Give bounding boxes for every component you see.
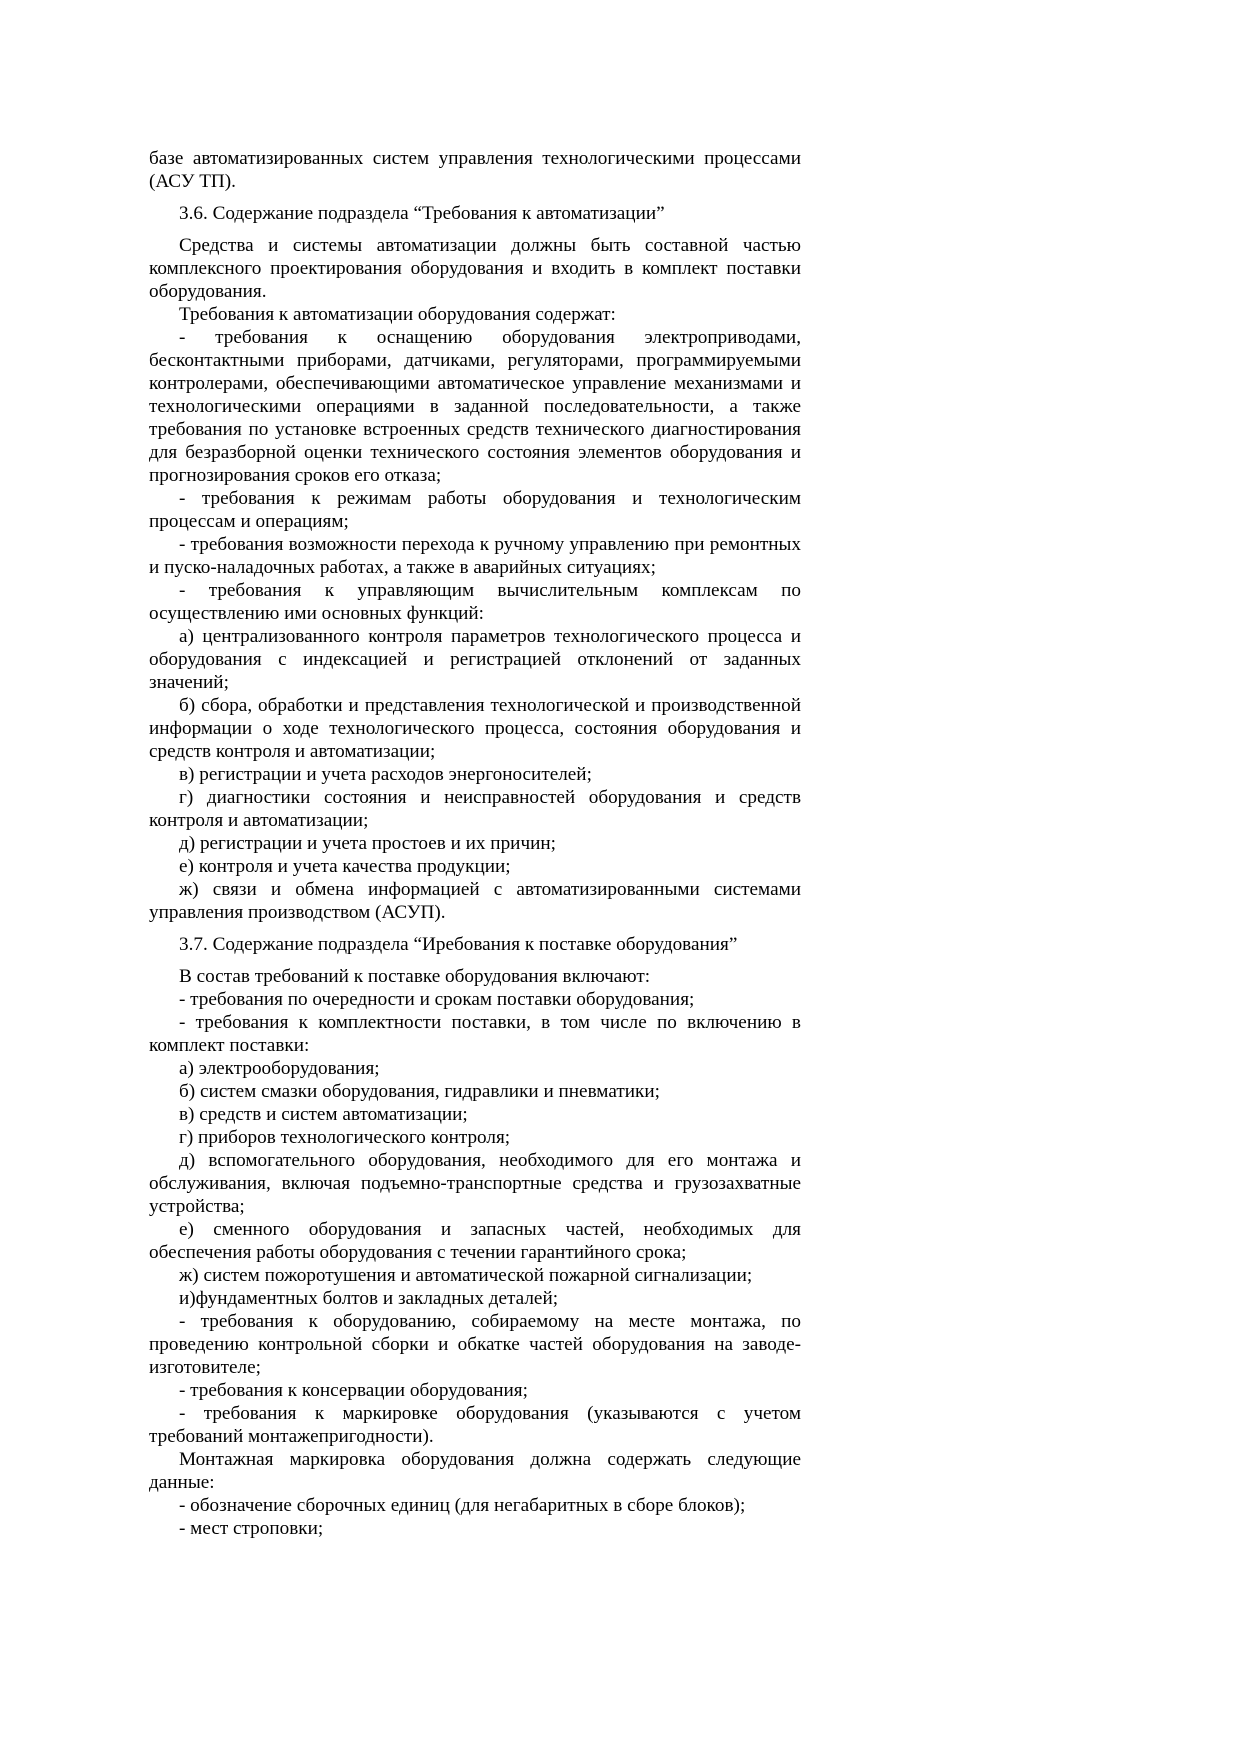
list-item: - требования к комплектности поставки, в том числе по включению в комплект поставки: [149, 1012, 801, 1056]
intro-paragraph: базе автоматизированных систем управления технологическими процессами (АСУ ТП). [149, 148, 801, 192]
list-item: - требования к управляющим вычислительным комплексам по осуществлению ими основных функций: [149, 580, 801, 624]
list-item: в) регистрации и учета расходов энергоносителей; [179, 764, 592, 785]
list-item: д) вспомогательного оборудования, необходимого для его монтажа и обслуживания, включая подъемно-транспортные средства и грузозахватные устройства; [149, 1150, 801, 1217]
list-item: г) диагностики состояния и неисправностей оборудования и средств контроля и автоматизации; [149, 787, 801, 831]
list-item: е) контроля и учета качества продукции; [179, 856, 511, 877]
list-item: - требования возможности перехода к ручному управлению при ремонтных и пуско-наладочных работах, а также в аварийных ситуациях; [149, 534, 801, 578]
paragraph: Средства и системы автоматизации должны быть составной частью комплексного проектирования оборудования и входить в комплект поставки оборудования. [149, 235, 801, 302]
list-item: б) сбора, обработки и представления технологической и производственной информации о ходе технологического процесса, состояния оборудования и средств контроля и автоматизации; [149, 695, 801, 762]
list-item: - требования к оборудованию, собираемому на месте монтажа, по проведению контрольной сборки и обкатке частей оборудования на заводе-изготовителе; [149, 1311, 801, 1378]
list-item: - требования к маркировке оборудования (указываются с учетом требований монтажепригодности). [149, 1403, 801, 1447]
paragraph: В состав требований к поставке оборудования включают: [179, 966, 651, 987]
document-page [149, 147, 801, 1540]
list-item: д) регистрации и учета простоев и их причин; [179, 833, 556, 854]
list-item: - требования к оснащению оборудования электроприводами, бесконтактными приборами, датчиками, регуляторами, программируемыми контролерами, обеспечивающими автоматическое управление механизмами и технологическими операциями в заданной последовательности, а также требования по установке встроенных средств технического диагностирования для безразборной оценки технического состояния элементов оборудования и прогнозирования сроков его отказа; [149, 327, 801, 486]
list-item: и)фундаментных болтов и закладных деталей; [179, 1288, 559, 1309]
paragraph: Монтажная маркировка оборудования должна содержать следующие данные: [149, 1449, 801, 1493]
list-item: ж) связи и обмена информацией с автоматизированными системами управления производством (АСУП). [149, 879, 801, 923]
list-item: ж) систем пожоротушения и автоматической пожарной сигнализации; [179, 1265, 753, 1286]
list-item: е) сменного оборудования и запасных частей, необходимых для обеспечения работы оборудования с течении гарантийного срока; [149, 1219, 801, 1263]
list-item: г) приборов технологического контроля; [179, 1127, 511, 1148]
list-item: б) систем смазки оборудования, гидравлики и пневматики; [179, 1081, 660, 1102]
list-item: а) электрооборудования; [179, 1058, 380, 1079]
section-3-6-heading: 3.6. Содержание подраздела “Требования к автоматизации” [179, 203, 665, 224]
list-item: - требования к режимам работы оборудования и технологическим процессам и операциям; [149, 488, 801, 532]
list-item: - мест строповки; [179, 1518, 324, 1539]
section-3-7-heading: 3.7. Содержание подраздела “Иребования к поставке оборудования” [179, 934, 738, 955]
list-item: а) централизованного контроля параметров технологического процесса и оборудования с индексацией и регистрацией отклонений от заданных значений; [149, 626, 801, 693]
list-item: в) средств и систем автоматизации; [179, 1104, 468, 1125]
paragraph: Требования к автоматизации оборудования содержат: [179, 304, 616, 325]
list-item: - требования по очередности и срокам поставки оборудования; [179, 989, 695, 1010]
list-item: - требования к консервации оборудования; [179, 1380, 528, 1401]
list-item: - обозначение сборочных единиц (для негабаритных в сборе блоков); [179, 1495, 746, 1516]
